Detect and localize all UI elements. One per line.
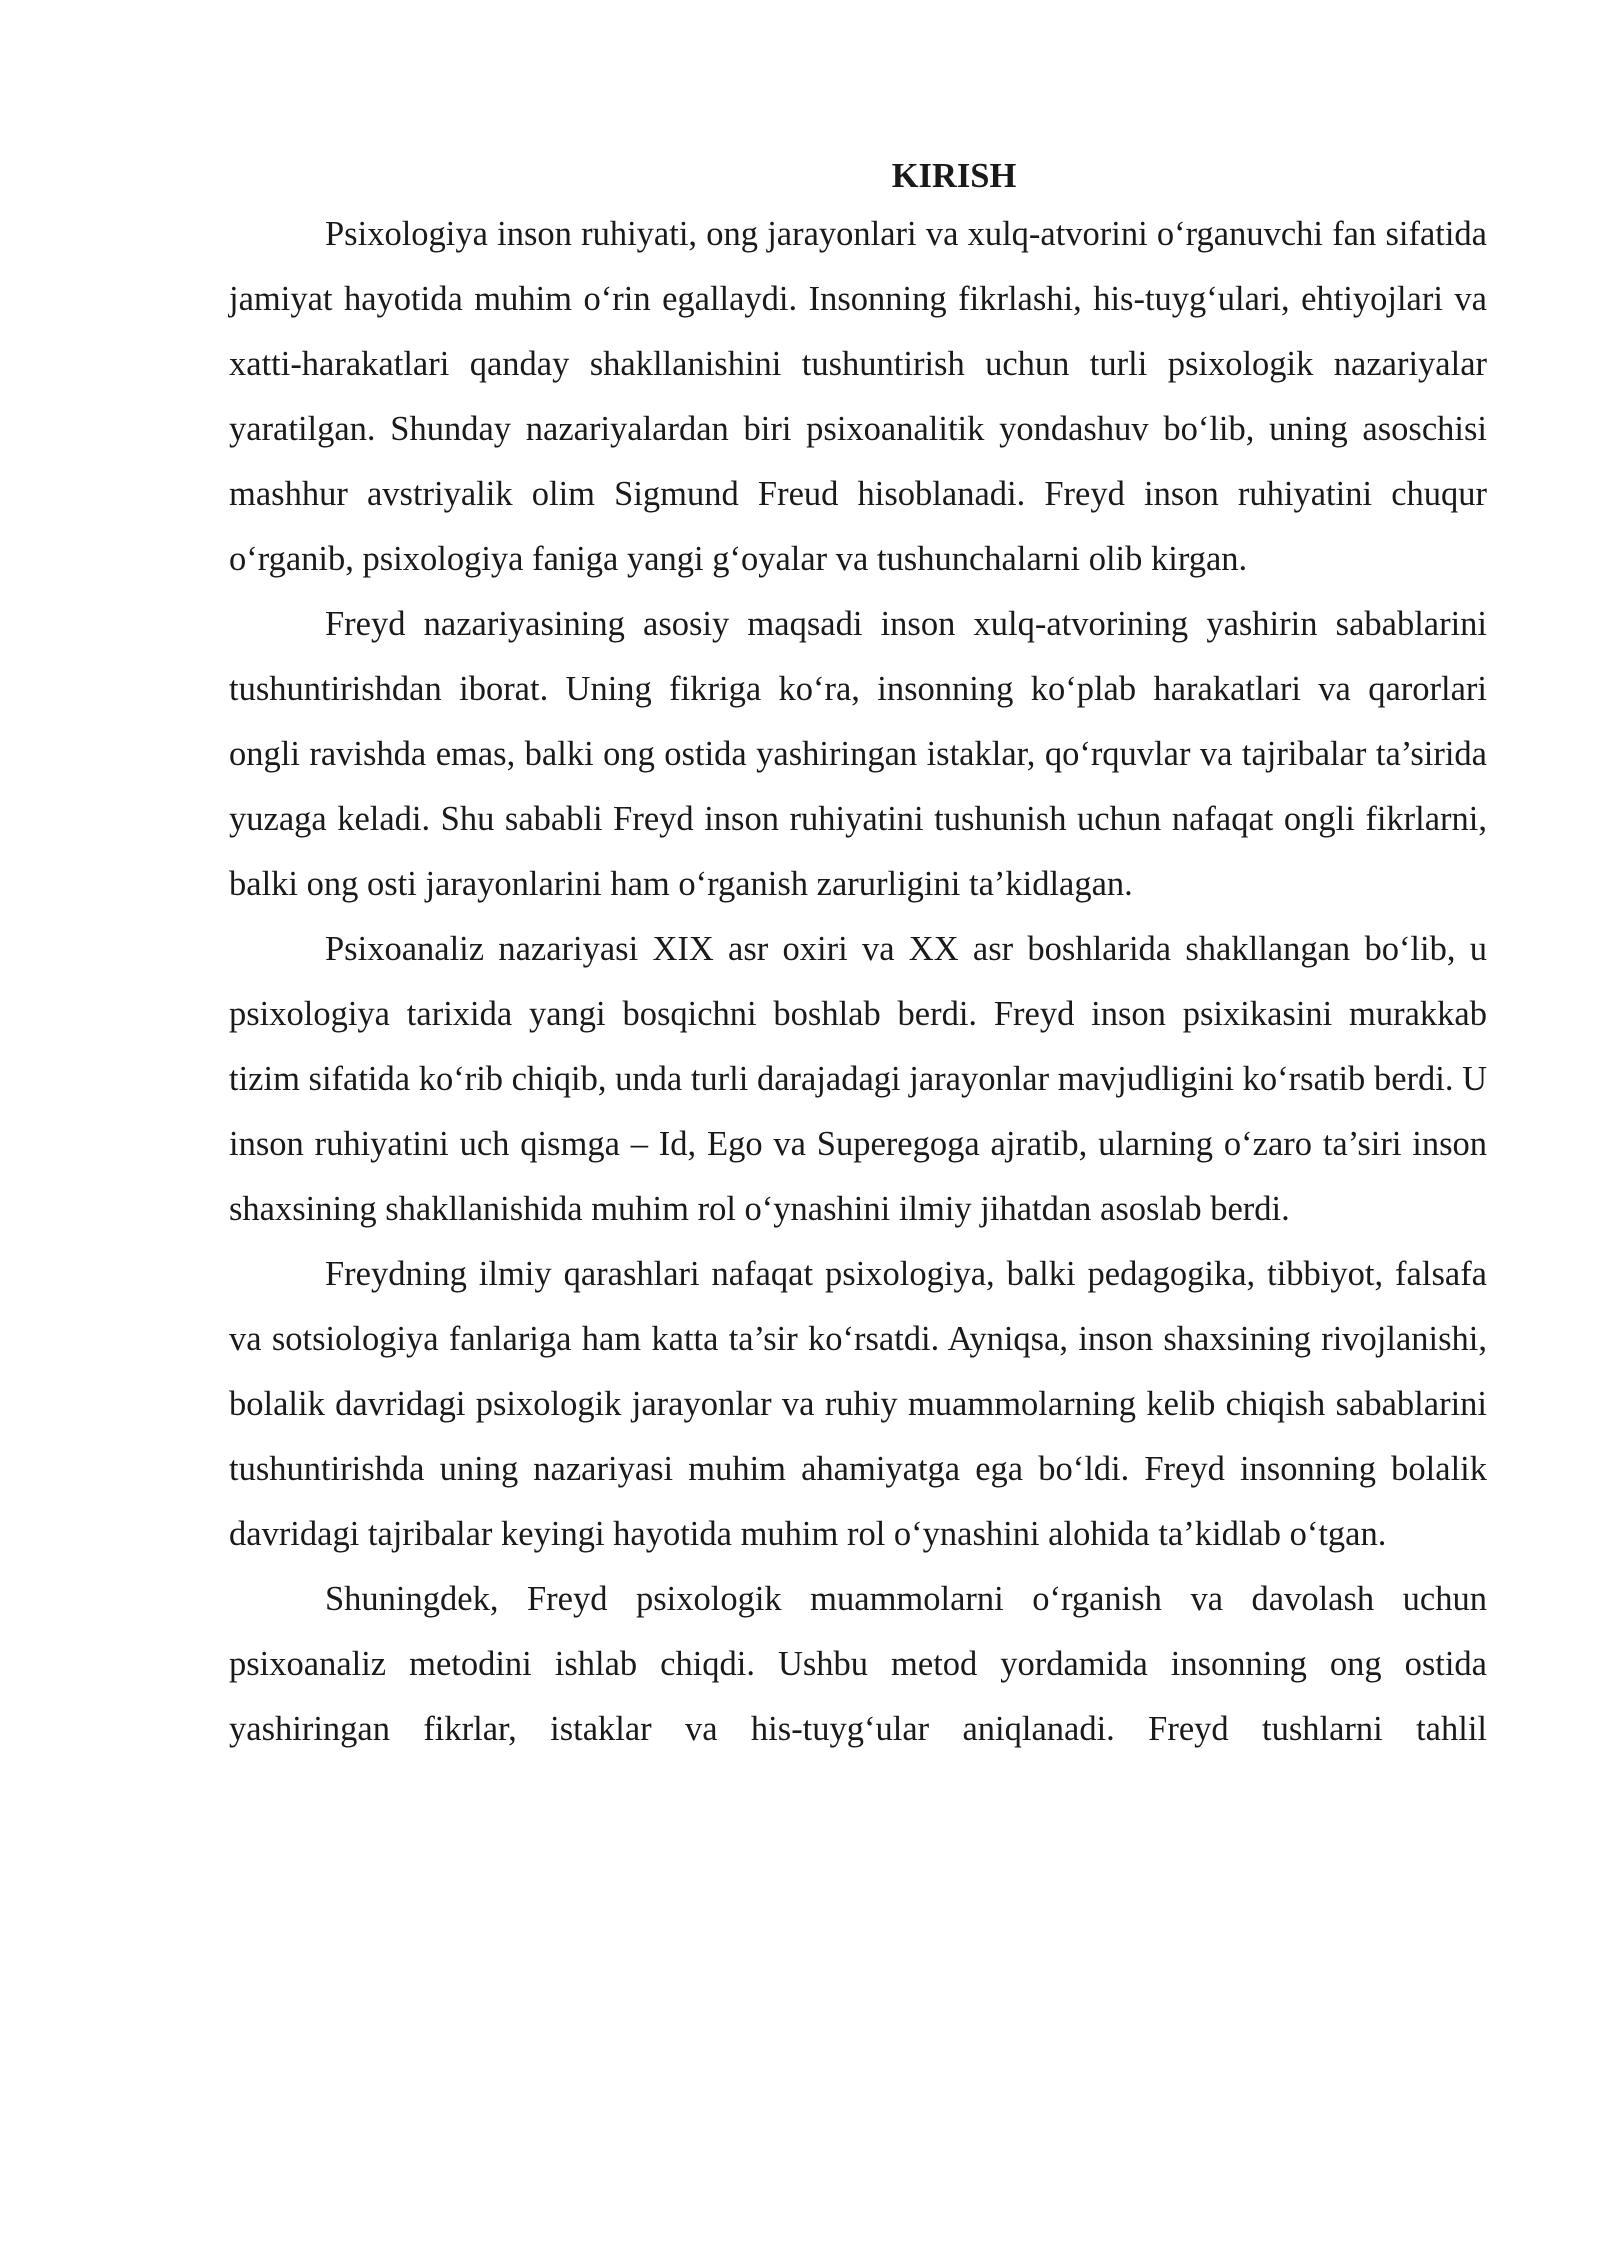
- paragraph-4: Freydning ilmiy qarashlari nafaqat psixologiya, balki pedagogika, tibbiyot, falsafa va sotsiologiya fanlariga ham katta ta’sir ko‘rsatdi. Ayniqsa, inson shaxsining rivojlanishi, bolalik davridagi psixologik jarayonlar va ruhiy muammolarning kelib chiqish sabablarini tushuntirishda uning nazariyasi muhim ahamiyatga ega bo‘ldi. Freyd insonning bolalik davridagi tajribalar keyingi hayotida muhim rol o‘ynashini alohida ta’kidlab o‘tgan.: [229, 1255, 1487, 1553]
- paragraph-1: Psixologiya inson ruhiyati, ong jarayonlari va xulq-atvorini o‘rganuvchi fan sifatida jamiyat hayotida muhim o‘rin egallaydi. Insonning fikrlashi, his-tuyg‘ulari, ehtiyojlari va xatti-harakatlari qanday shakllanishini tushuntirish uchun turli psixologik nazariyalar yaratilgan. Shunday nazariyalardan biri psixoanalitik yondashuv bo‘lib, uning asoschisi mashhur avstriyalik olim Sigmund Freud hisoblanadi. Freyd inson ruhiyatini chuqur o‘rganib, psixologiya faniga yangi g‘oyalar va tushunchalarni olib kirgan.: [229, 215, 1487, 578]
- document-page: [229, 150, 1487, 1762]
- paragraph-3: Psixoanaliz nazariyasi XIX asr oxiri va XX asr boshlarida shakllangan bo‘lib, u psixologiya tarixida yangi bosqichni boshlab berdi. Freyd inson psixikasini murakkab tizim sifatida ko‘rib chiqib, unda turli darajadagi jarayonlar mavjudligini ko‘rsatib berdi. U inson ruhiyatini uch qismga – Id, Ego va Superegoga ajratib, ularning o‘zaro ta’siri inson shaxsining shakllanishida muhim rol o‘ynashini ilmiy jihatdan asoslab berdi.: [229, 930, 1487, 1228]
- paragraph-2: Freyd nazariyasining asosiy maqsadi inson xulq-atvorining yashirin sabablarini tushuntirishdan iborat. Uning fikriga ko‘ra, insonning ko‘plab harakatlari va qarorlari ongli ravishda emas, balki ong ostida yashiringan istaklar, qo‘rquvlar va tajribalar ta’sirida yuzaga keladi. Shu sababli Freyd inson ruhiyatini tushunish uchun nafaqat ongli fikrlarni, balki ong osti jarayonlarini ham o‘rganish zarurligini ta’kidlagan.: [229, 605, 1487, 903]
- page-title: KIRISH: [891, 157, 1017, 195]
- paragraph-5: Shuningdek, Freyd psixologik muammolarni o‘rganish va davolash uchun psixoanaliz metodini ishlab chiqdi. Ushbu metod yordamida insonning ong ostida yashiringan fikrlar, istaklar va his-tuyg‘ular aniqlanadi. Freyd tushlarni tahlil: [229, 1580, 1487, 1748]
